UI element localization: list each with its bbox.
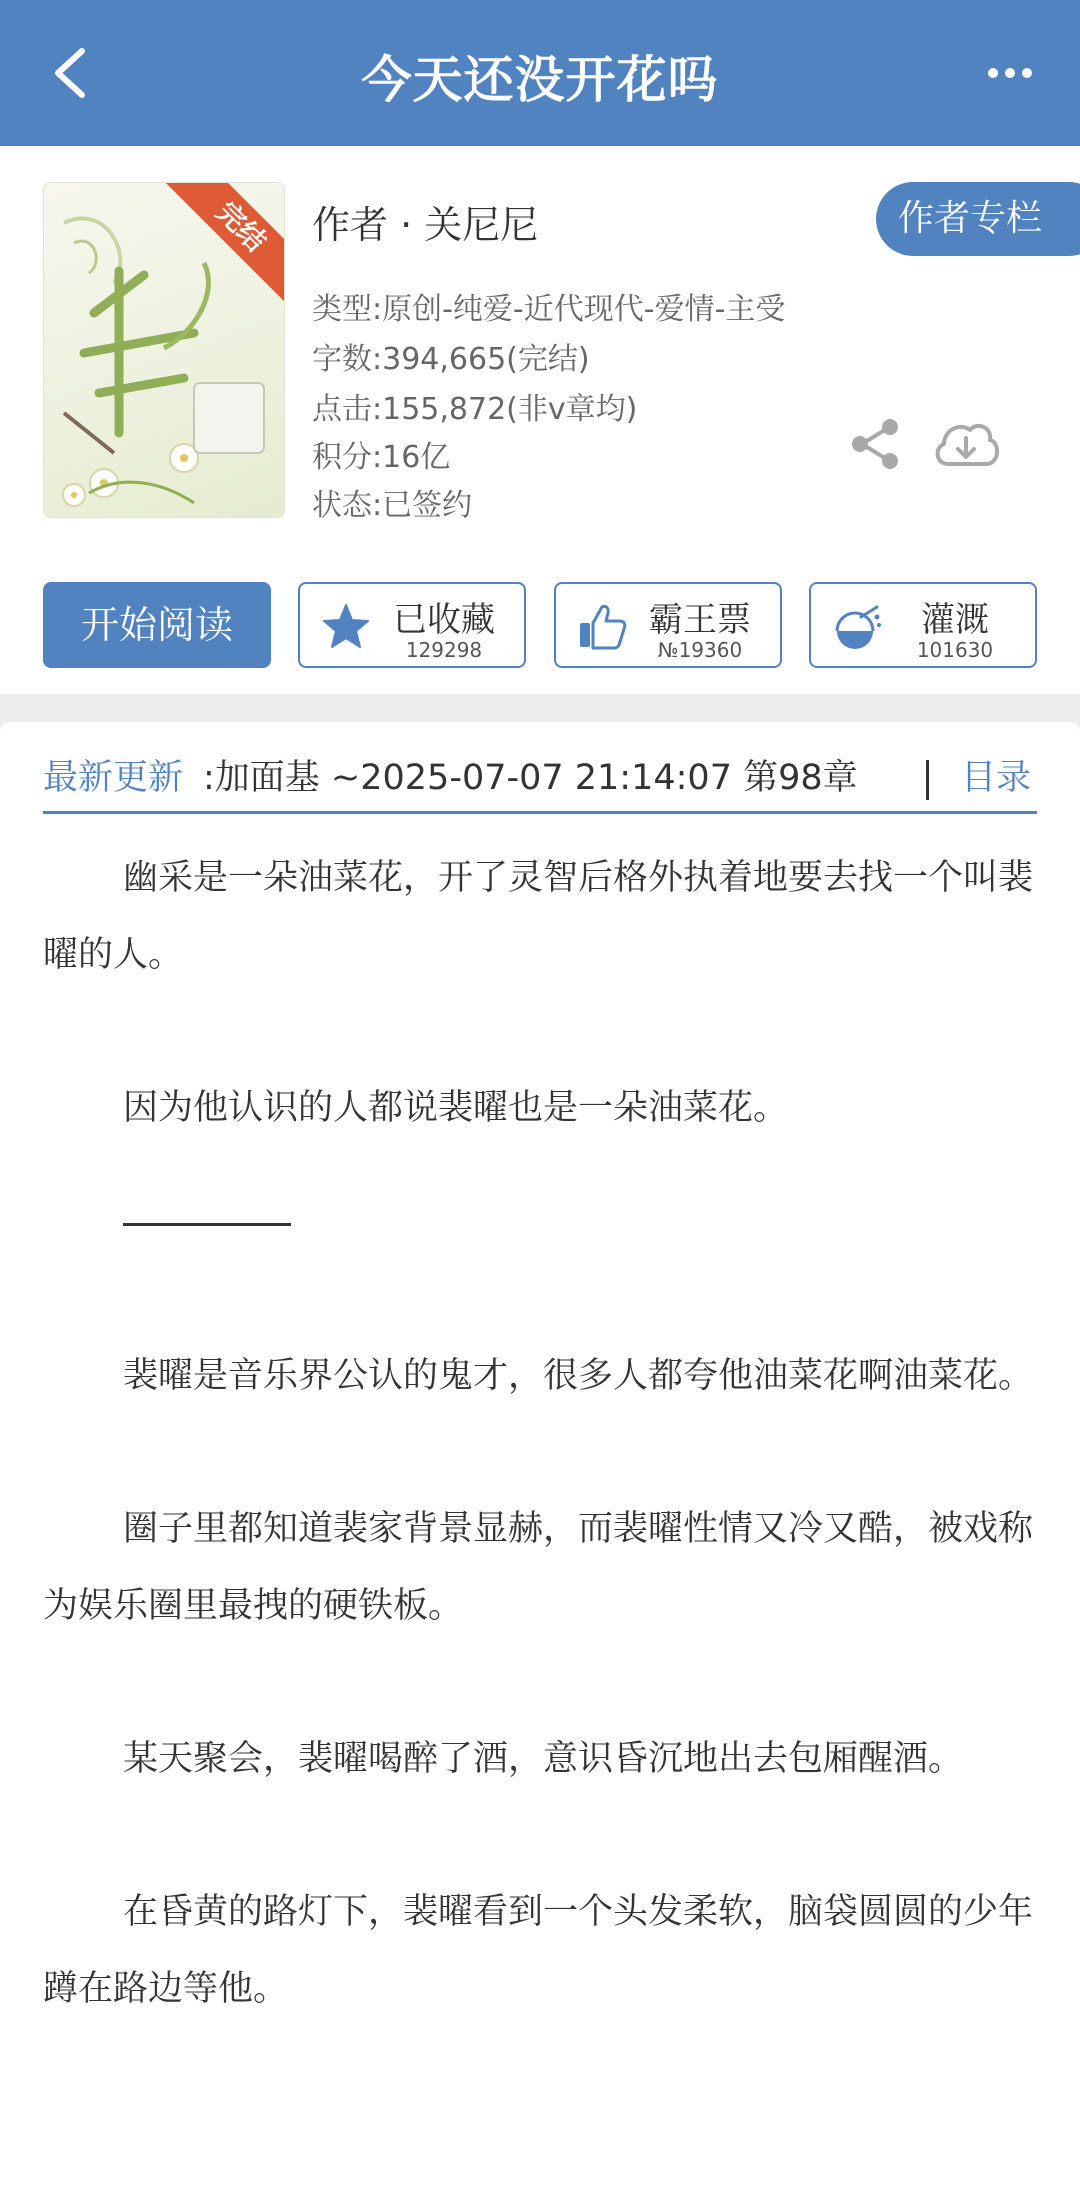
thumbs-up-icon xyxy=(576,601,628,653)
page-title: 今天还没开花吗 xyxy=(361,51,719,109)
synopsis-paragraph: 圈子里都知道裴家背景显赫，而裴曜性情又冷又酷，被戏称为娱乐圈里最拽的硬铁板。 xyxy=(43,1509,1034,1626)
more-icon xyxy=(988,68,1032,78)
author-column-button[interactable]: 作者专栏 xyxy=(876,182,1080,256)
vote-count: №19360 xyxy=(657,638,743,662)
author-name[interactable]: 作者 · 关尼尼 xyxy=(312,203,539,247)
latest-update-bar[interactable] xyxy=(43,750,1037,814)
sign-status: 状态:已签约 xyxy=(312,488,473,523)
latest-update-text[interactable]: :加面基 ~2025-07-07 21:14:07 第98章 xyxy=(203,758,858,798)
table-of-contents-link[interactable]: 目录 xyxy=(961,758,1032,798)
word-count: 字数:394,665(完结) xyxy=(312,342,590,377)
collect-button[interactable] xyxy=(298,582,526,668)
book-info-card xyxy=(0,146,1080,694)
watering-icon xyxy=(831,601,883,653)
synopsis xyxy=(43,840,1037,2104)
click-count: 点击:155,872(非v章均) xyxy=(312,392,638,427)
top-bar xyxy=(0,0,1080,146)
book-cover[interactable] xyxy=(43,182,285,518)
synopsis-paragraph: 裴曜是音乐界公认的鬼才，很多人都夸他油菜花啊油菜花。 xyxy=(123,1356,1034,1396)
synopsis-paragraph: 某天聚会，裴曜喝醉了酒，意识昏沉地出去包厢醒酒。 xyxy=(123,1739,964,1779)
collect-count: 129298 xyxy=(405,638,483,662)
share-button[interactable] xyxy=(848,416,904,472)
action-row xyxy=(0,582,1080,668)
book-type: 类型:原创-纯爱-近代现代-爱情-主受 xyxy=(312,292,786,327)
synopsis-paragraph: 因为他认识的人都说裴曜也是一朵油菜花。 xyxy=(123,1088,789,1128)
synopsis-paragraph: 幽采是一朵油菜花，开了灵智后格外执着地要去找一个叫裴曜的人。 xyxy=(43,858,1034,975)
reading-card xyxy=(0,722,1080,2211)
collect-label: 已收藏 xyxy=(393,600,495,640)
nutrient-count: 101630 xyxy=(916,638,994,662)
download-icon xyxy=(930,416,1002,472)
divider xyxy=(926,760,929,800)
completed-badge: 完结 xyxy=(165,182,285,303)
share-icon xyxy=(848,416,904,472)
vote-label: 霸王票 xyxy=(649,600,751,640)
points: 积分:16亿 xyxy=(312,440,451,475)
more-button[interactable] xyxy=(970,40,1050,106)
separator-line xyxy=(123,1223,291,1226)
latest-update-label: 最新更新 xyxy=(43,758,184,798)
start-reading-button[interactable]: 开始阅读 xyxy=(43,582,271,668)
star-icon xyxy=(320,601,372,653)
nutrient-button[interactable] xyxy=(809,582,1037,668)
vote-button[interactable] xyxy=(554,582,782,668)
download-button[interactable] xyxy=(930,416,1002,472)
nutrient-label: 灌溉 xyxy=(921,600,989,640)
synopsis-paragraph: 在昏黄的路灯下，裴曜看到一个头发柔软，脑袋圆圆的少年蹲在路边等他。 xyxy=(43,1892,1034,2009)
